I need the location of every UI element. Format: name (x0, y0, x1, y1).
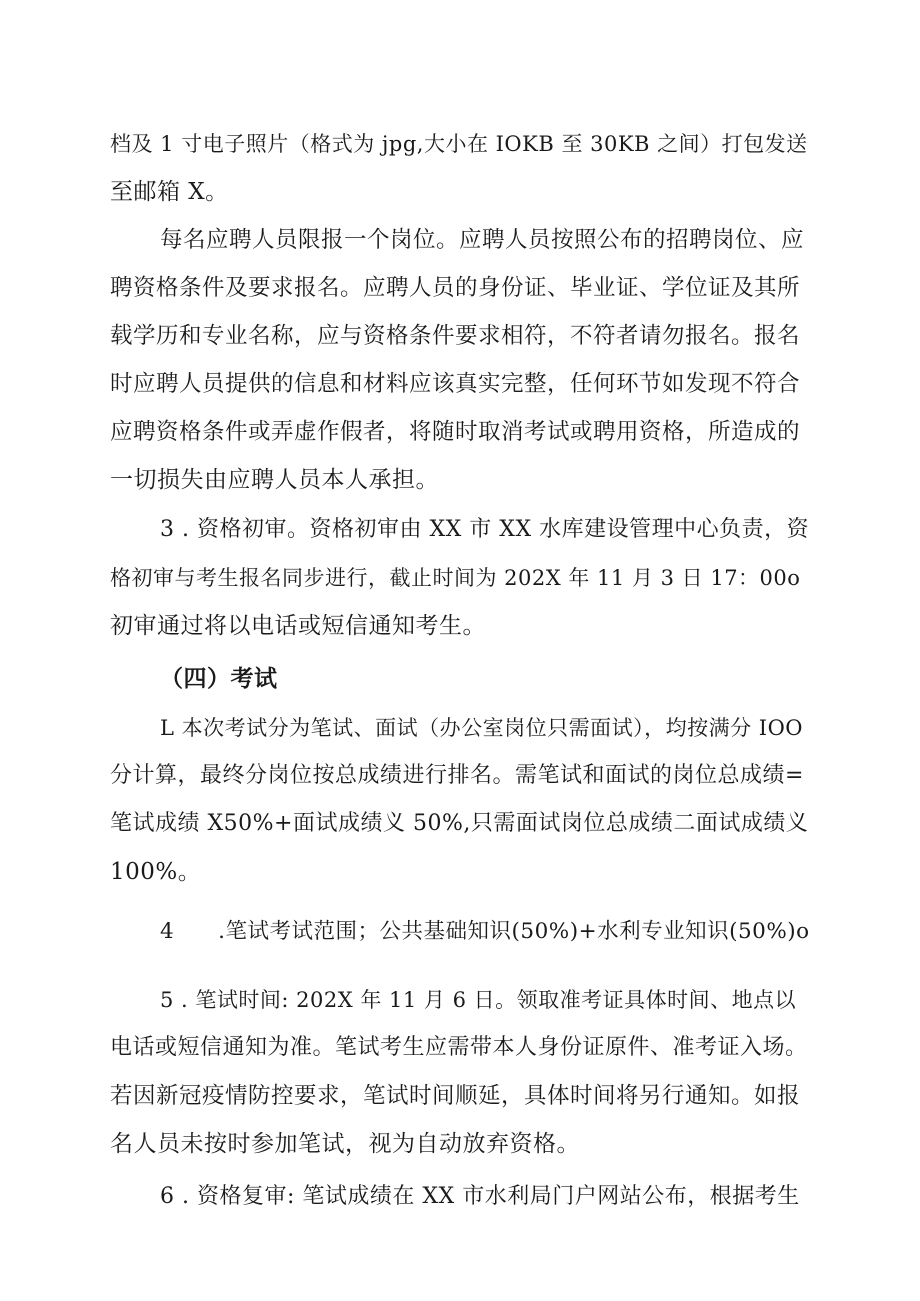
paragraph-line: 名人员未按时参加笔试，视为自动放弃资格。 (110, 1131, 580, 1157)
paragraph-line: 时应聘人员提供的信息和材料应该真实完整，任何环节如发现不符合 (110, 371, 801, 397)
paragraph-line: 6 . 资格复审: 笔试成绩在 XX 市水利局门户网站公布，根据考生 (160, 1184, 800, 1209)
paragraph-line: 档及 1 寸电子照片（格式为 jpg,大小在 IOKB 至 30KB 之间）打包发送 (110, 132, 808, 156)
paragraph-line: 应聘资格条件或弄虚作假者，将随时取消考试或聘用资格，所造成的 (110, 419, 801, 445)
paragraph-line: 5 . 笔试时间: 202X 年 11 月 6 日。领取准考证具体时间、地点以 (160, 988, 797, 1012)
paragraph-line: 载学历和专业名称，应与资格条件要求相符，不符者请勿报名。报名 (110, 323, 801, 349)
paragraph-line: 4 .笔试考试范围；公共基础知识(50%)+水利专业知识(50%)o (160, 919, 810, 944)
paragraph-line: 格初审与考生报名同步进行，截止时间为 202X 年 11 月 3 日 17：00o (110, 566, 801, 590)
paragraph-line: 每名应聘人员限报一个岗位。应聘人员按照公布的招聘岗位、应 (160, 227, 805, 253)
section-heading: （四）考试 (160, 665, 278, 692)
paragraph-line: 初审通过将以电话或短信通知考生。 (110, 613, 486, 639)
paragraph-line: 100%。 (110, 859, 202, 885)
paragraph-line: 分计算，最终分岗位按总成绩进行排名。需笔试和面试的岗位总成绩= (110, 763, 804, 788)
paragraph-line: 一切损失由应聘人员本人承担。 (110, 467, 439, 493)
paragraph-line: 至邮箱 X。 (110, 179, 229, 205)
paragraph-line: 电话或短信通知为准。笔试考生应需带本人身份证原件、准考证入场。 (110, 1035, 808, 1060)
paragraph-line: 若因新冠疫情防控要求，笔试时间顺延，具体时间将另行通知。如报 (110, 1083, 801, 1109)
paragraph-line: L 本次考试分为笔试、面试（办公室岗位只需面试），均按满分 IOO (160, 716, 804, 740)
paragraph-line: 笔试成绩 X50%+面试成绩义 50%,只需面试岗位总成绩二面试成绩义 (110, 811, 809, 836)
paragraph-line: 3 . 资格初审。资格初审由 XX 市 XX 水库建设管理中心负责，资 (160, 517, 810, 542)
paragraph-line: 聘资格条件及要求报名。应聘人员的身份证、毕业证、学位证及其所 (110, 275, 801, 301)
